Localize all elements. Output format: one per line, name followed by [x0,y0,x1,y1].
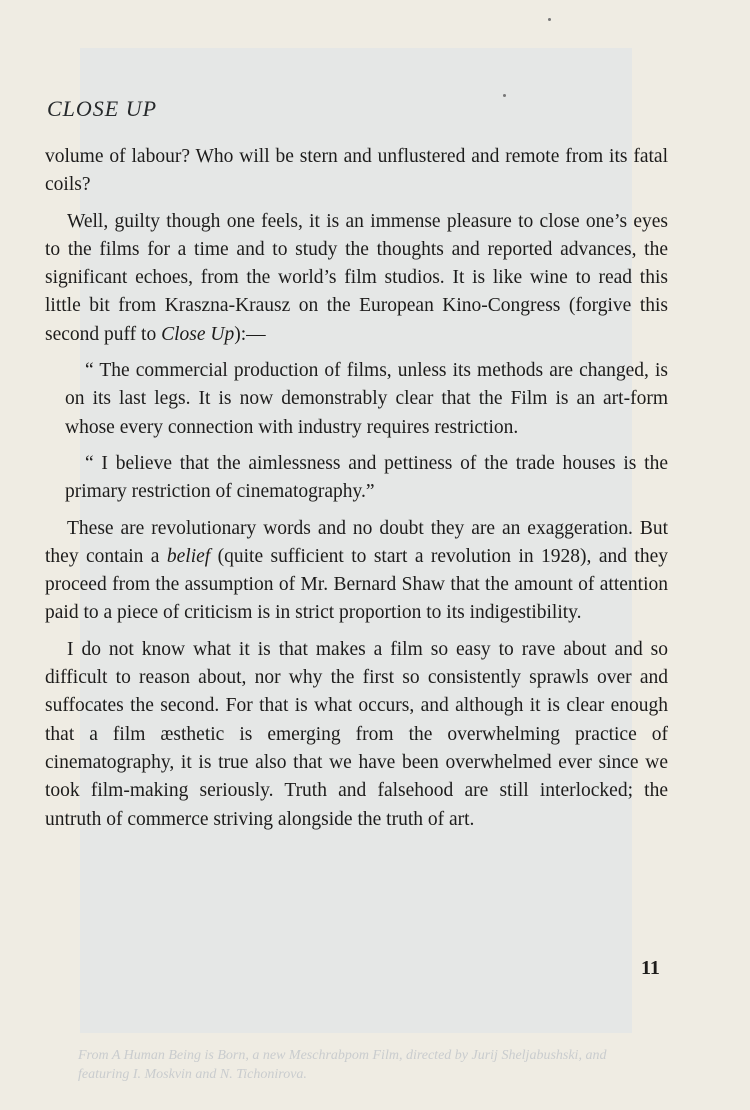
page-number: 11 [641,957,660,979]
quotation-2: “ I believe that the aimlessness and pettiness of the trade houses is the primary restriction of cinematography.” [65,452,668,503]
bleed-through-caption: From A Human Being is Born, a new Meschrabpom Film, directed by Jurij Sheljabushski, and featuring I. Moskvin and N. Tichonirova. [78,1048,607,1082]
paper-speck [548,18,551,21]
paragraph-2: Well, guilty though one feels, it is an immense pleasure to close one’s eyes to the films for a time and to study the thoughts and reported advances, the significant echoes, from the world’s film studios. It is like wine to read this little bit from Kraszna-Krausz on the European Kino-Congress (forgive this second puff to Close Up):— [45,210,668,345]
quotation-1: “ The commercial production of films, unless its methods are changed, is on its last legs. It is now demonstrably clear that the Film is an art-form whose every connection with industry requires restriction. [65,360,668,438]
paragraph-1: volume of labour? Who will be stern and unflustered and remote from its fatal coils? [45,146,668,196]
paragraph-3: These are revolutionary words and no doubt they are an exaggeration. But they contain a belief (quite sufficient to start a revolution in 1928), and they proceed from the assumption of Mr. Bernard Shaw that the amount of attention paid to a piece of criticism is in strict proportion to its indigestibility. [45,517,668,624]
paper-speck [503,94,506,97]
paragraph-4: I do not know what it is that makes a film so easy to rave about and so difficult to reason about, nor why the first so consistently sprawls over and suffocates the second. For that is what occurs, and although it is clear enough that a film æsthetic is emerging from the overwhelming practice of cinematography, it is true also that we have been overwhelmed ever since we took film-making seriously. Truth and falsehood are still interlocked; the untruth of commerce striving alongside the truth of art. [45,638,668,830]
page-body [45,143,668,834]
running-title: CLOSE UP [47,96,158,121]
